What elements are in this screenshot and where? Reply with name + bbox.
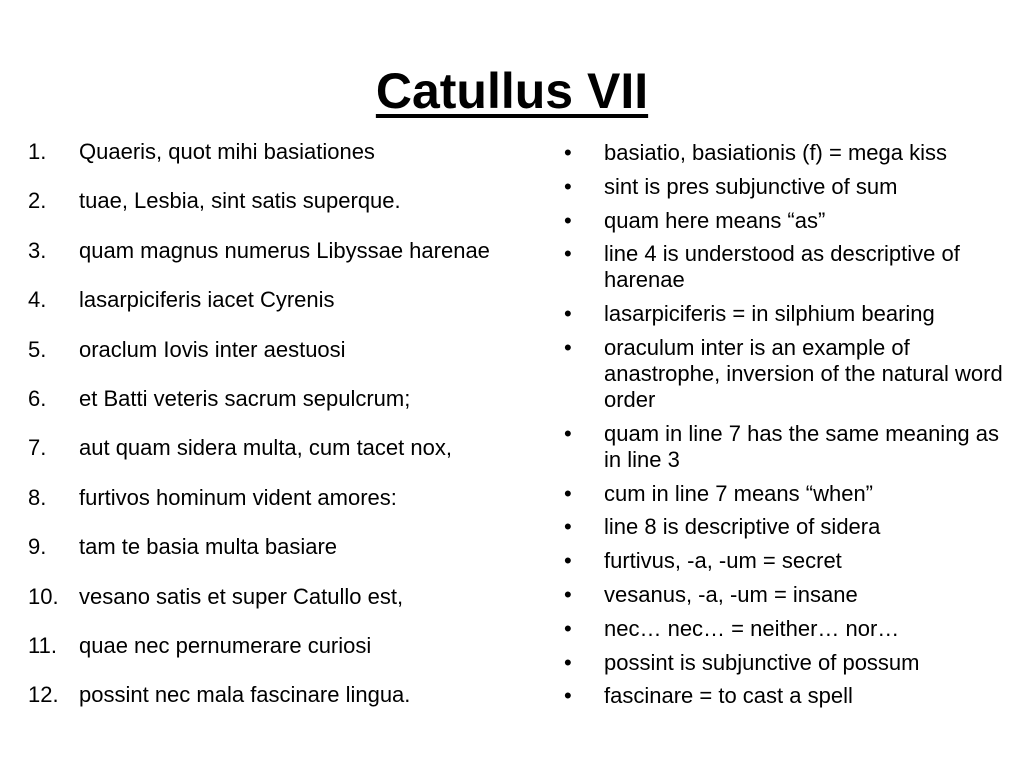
bullet-icon: • xyxy=(564,241,572,267)
note-item xyxy=(562,514,1010,540)
bullet-icon: • xyxy=(564,480,572,506)
poem-line xyxy=(28,336,568,385)
note-text: fascinare = to cast a spell xyxy=(604,683,853,709)
poem-lines xyxy=(28,138,568,731)
bullet-icon: • xyxy=(564,548,572,574)
line-text: aut quam sidera multa, cum tacet nox, xyxy=(79,435,452,461)
line-text: tuae, Lesbia, sint satis superque. xyxy=(79,188,401,214)
note-text: line 8 is descriptive of sidera xyxy=(604,514,881,540)
note-text: basiatio, basiationis (f) = mega kiss xyxy=(604,140,947,165)
line-text: quam magnus numerus Libyssae harenae xyxy=(79,237,490,263)
note-text: quam in line 7 has the same meaning as in line 3 xyxy=(604,420,1000,472)
line-number: 8. xyxy=(28,484,47,510)
note-text: nec… nec… = neither… nor… xyxy=(604,615,900,641)
bullet-icon: • xyxy=(564,683,572,709)
poem-line xyxy=(28,187,568,236)
line-number: 12. xyxy=(28,682,59,708)
poem-line xyxy=(28,533,568,582)
bullet-icon: • xyxy=(564,301,572,327)
line-text: oraclum Iovis inter aestuosi xyxy=(79,336,346,362)
line-text: et Batti veteris sacrum sepulcrum; xyxy=(79,385,411,411)
note-text: quam here means “as” xyxy=(604,207,826,233)
note-item xyxy=(562,174,1010,200)
poem-line xyxy=(28,385,568,434)
note-text: oraculum inter is an example of anastrophe, inversion of the natural word order xyxy=(604,334,1003,412)
note-item xyxy=(562,421,1010,473)
line-text: quae nec pernumerare curiosi xyxy=(79,632,372,658)
note-item xyxy=(562,241,1010,293)
poem-line xyxy=(28,237,568,286)
note-item xyxy=(562,208,1010,234)
line-number: 7. xyxy=(28,435,47,461)
bullet-icon: • xyxy=(564,514,572,540)
note-item xyxy=(562,548,1010,574)
line-text: tam te basia multa basiare xyxy=(79,534,338,560)
bullet-icon: • xyxy=(564,649,572,675)
bullet-icon: • xyxy=(564,140,572,165)
poem-line xyxy=(28,434,568,483)
bullet-icon: • xyxy=(564,615,572,641)
note-item xyxy=(562,616,1010,642)
poem-line xyxy=(28,632,568,681)
line-number: 4. xyxy=(28,287,47,313)
poem-line xyxy=(28,681,568,730)
poem-line xyxy=(28,286,568,335)
vocabulary-notes xyxy=(562,140,1010,717)
poem-line xyxy=(28,484,568,533)
note-item xyxy=(562,301,1010,327)
line-text: Quaeris, quot mihi basiationes xyxy=(79,139,375,164)
line-number: 5. xyxy=(28,336,47,362)
line-text: furtivos hominum vident amores: xyxy=(79,484,397,510)
poem-line xyxy=(28,138,568,187)
note-item xyxy=(562,683,1010,709)
note-item xyxy=(562,140,1010,166)
line-number: 3. xyxy=(28,237,47,263)
bullet-icon: • xyxy=(564,173,572,199)
slide-title: Catullus VII xyxy=(375,63,649,119)
line-number: 10. xyxy=(28,583,59,609)
note-text: furtivus, -a, -um = secret xyxy=(604,548,842,574)
note-text: lasarpiciferis = in silphium bearing xyxy=(604,301,935,327)
bullet-icon: • xyxy=(564,334,572,360)
note-item xyxy=(562,481,1010,507)
line-text: lasarpiciferis iacet Cyrenis xyxy=(79,287,335,313)
line-number: 2. xyxy=(28,188,47,214)
bullet-icon: • xyxy=(564,420,572,446)
line-number: 11. xyxy=(28,632,57,658)
line-number: 9. xyxy=(28,534,47,560)
note-text: line 4 is understood as descriptive of harenae xyxy=(604,241,960,293)
bullet-icon: • xyxy=(564,207,572,233)
note-text: vesanus, -a, -um = insane xyxy=(604,581,858,607)
line-text: vesano satis et super Catullo est, xyxy=(79,583,404,609)
line-text: possint nec mala fascinare lingua. xyxy=(79,682,411,708)
note-text: possint is subjunctive of possum xyxy=(604,649,920,675)
note-text: sint is pres subjunctive of sum xyxy=(604,173,898,199)
note-text: cum in line 7 means “when” xyxy=(604,480,874,506)
line-number: 1. xyxy=(28,139,47,164)
note-item xyxy=(562,650,1010,676)
note-item xyxy=(562,335,1010,413)
poem-line xyxy=(28,583,568,632)
line-number: 6. xyxy=(28,385,47,411)
note-item xyxy=(562,582,1010,608)
bullet-icon: • xyxy=(564,581,572,607)
